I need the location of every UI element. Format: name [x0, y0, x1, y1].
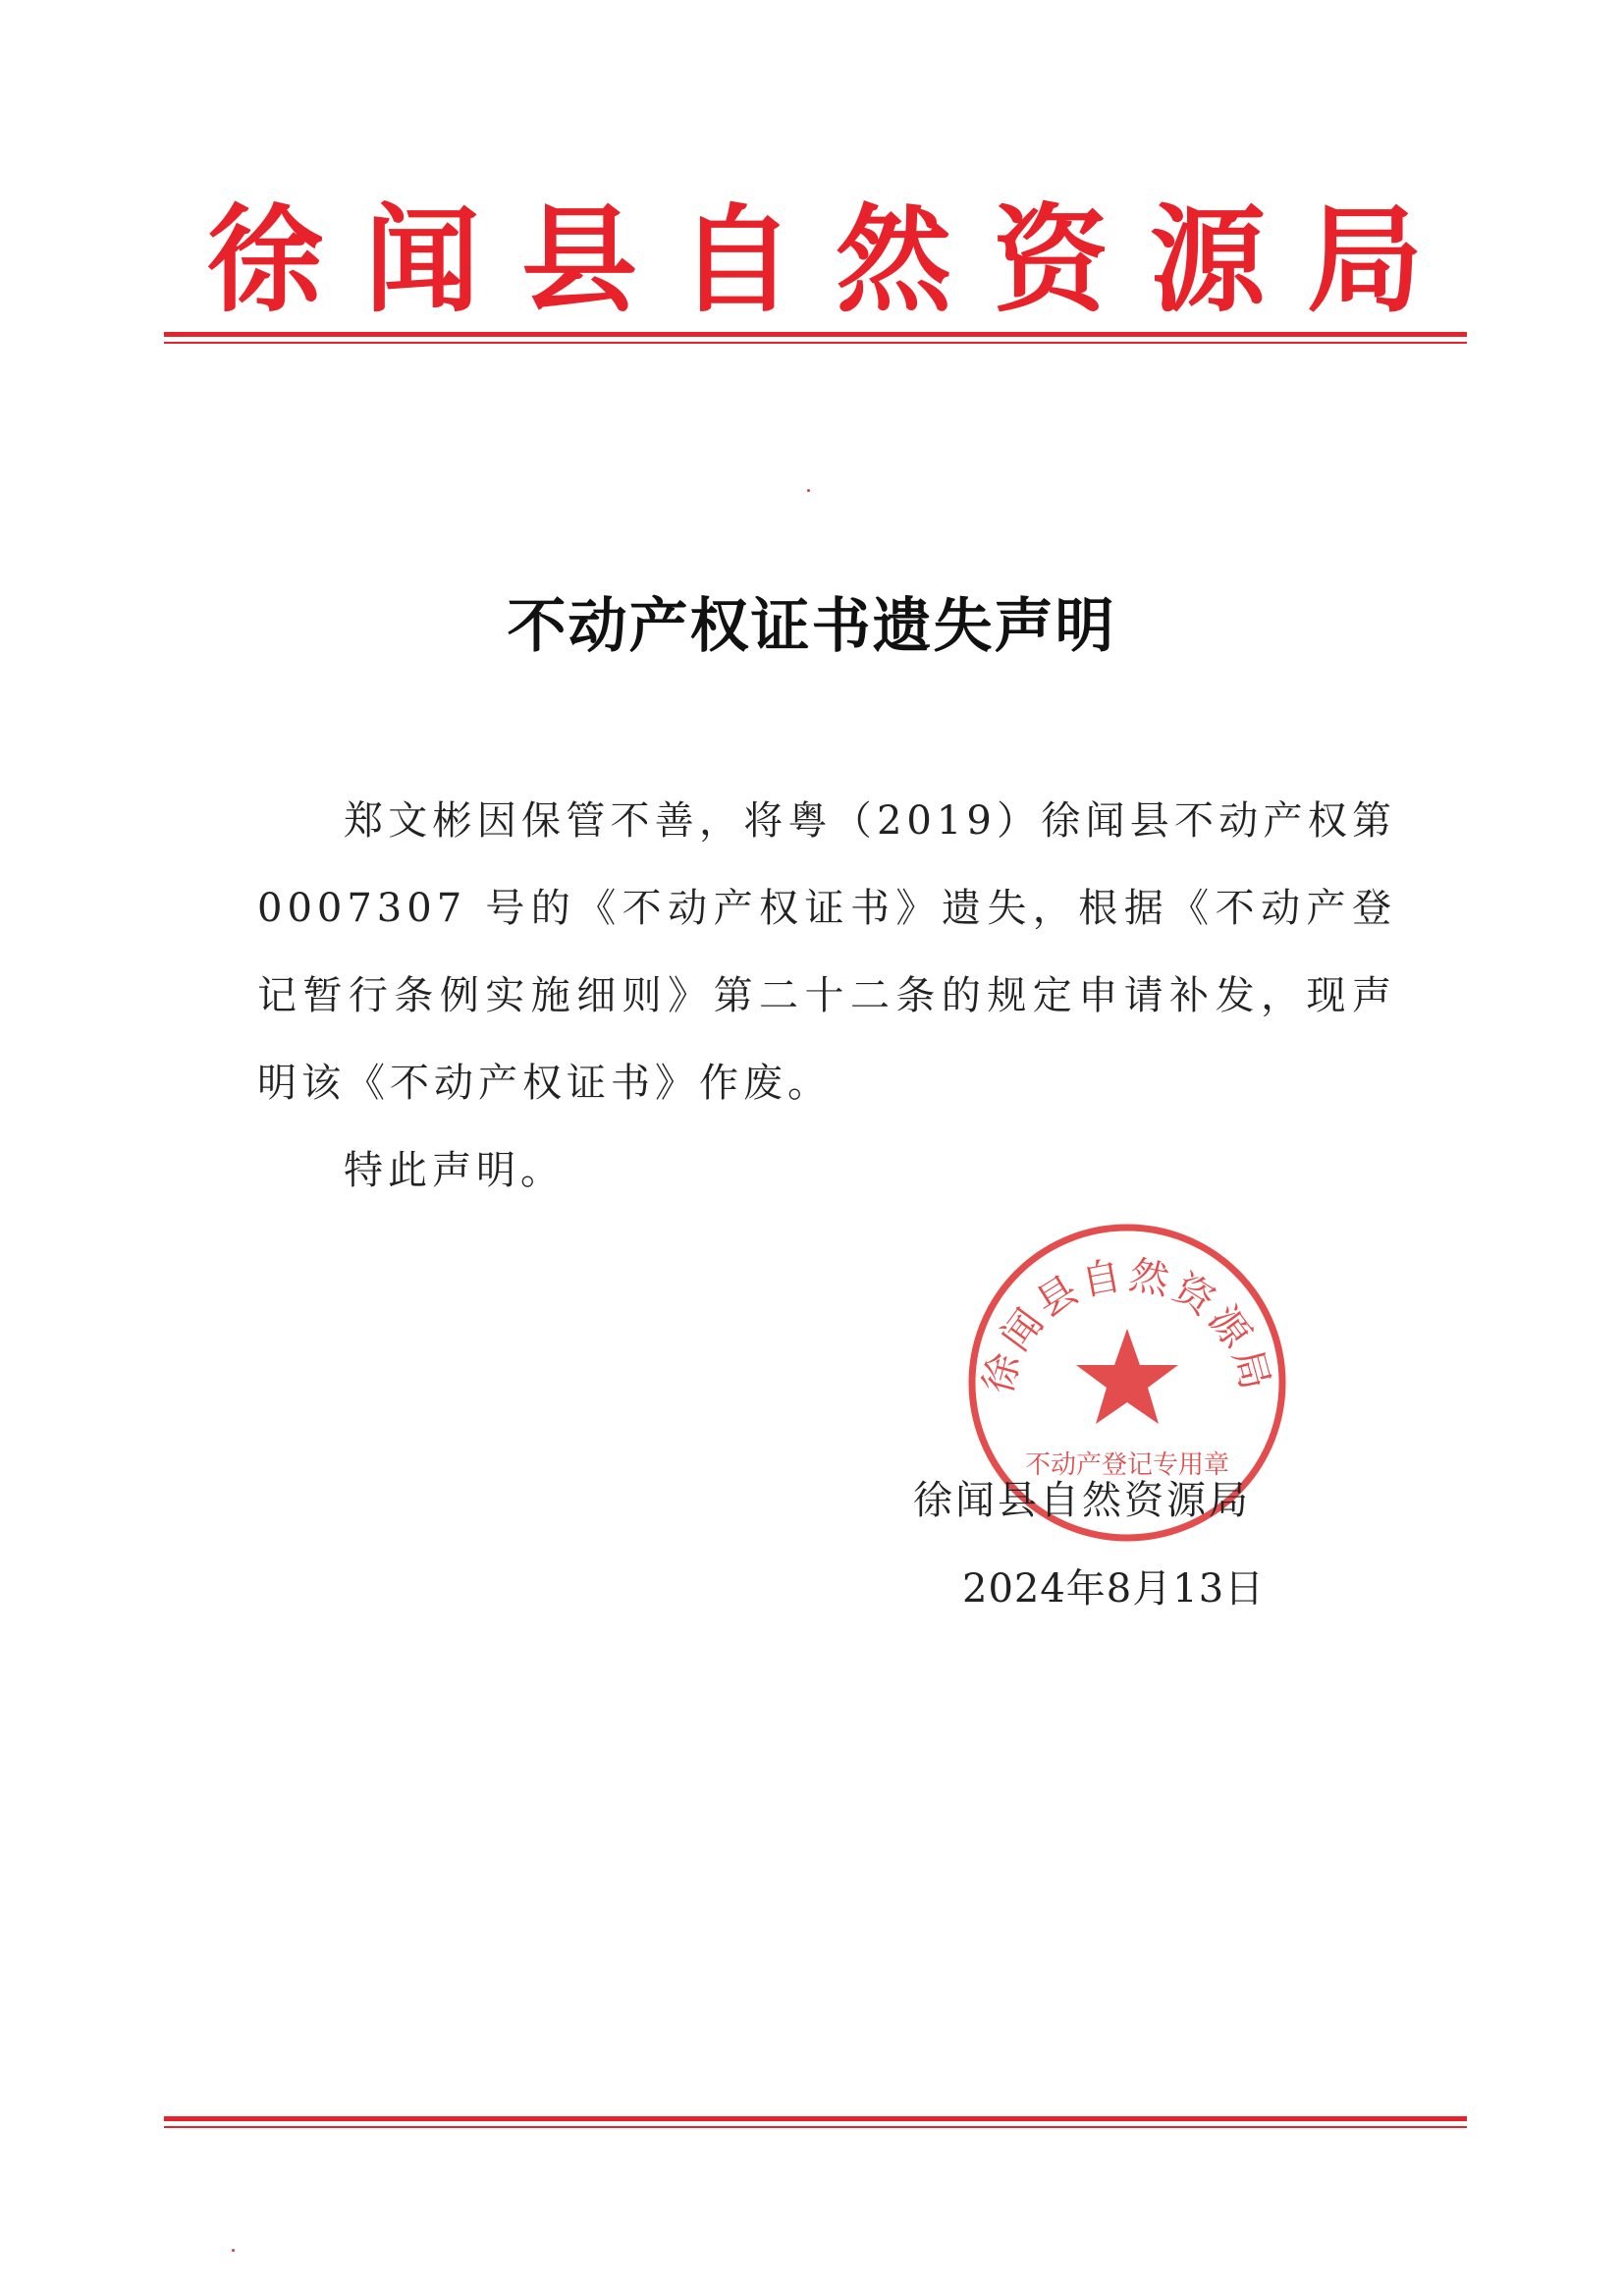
- letterhead-rule-thick: [164, 332, 1467, 337]
- document-title: 不动产权证书遗失声明: [507, 592, 1116, 661]
- footer-rule-thick: [164, 2116, 1467, 2121]
- document-body: [257, 778, 1396, 1215]
- letterhead-rule-thin: [164, 342, 1467, 344]
- seal-outer-text: 徐闻县自然资源局: [975, 1252, 1279, 1398]
- seal-inner-text: 不动产登记专用章: [1024, 1450, 1230, 1480]
- scan-speck: [232, 2249, 235, 2252]
- signature-date: 2024年8月13日: [962, 1566, 1266, 1612]
- footer-rule-thin: [164, 2126, 1467, 2128]
- letterhead-title: 徐闻县自然资源局: [206, 191, 1464, 328]
- body-paragraph-closing: 特此声明。: [344, 1148, 565, 1193]
- star-icon: [1076, 1329, 1178, 1424]
- scan-speck: [807, 489, 810, 492]
- signature-org: 徐闻县自然资源局: [913, 1478, 1251, 1523]
- body-paragraph-main: 郑文彬因保管不善，将粤（2019）徐闻县不动产权第0007307 号的《不动产权证书》遗失，根据《不动产登记暂行条例实施细则》第二十二条的规定申请补发，现声明该《不动产权证书》作废。: [257, 798, 1396, 1106]
